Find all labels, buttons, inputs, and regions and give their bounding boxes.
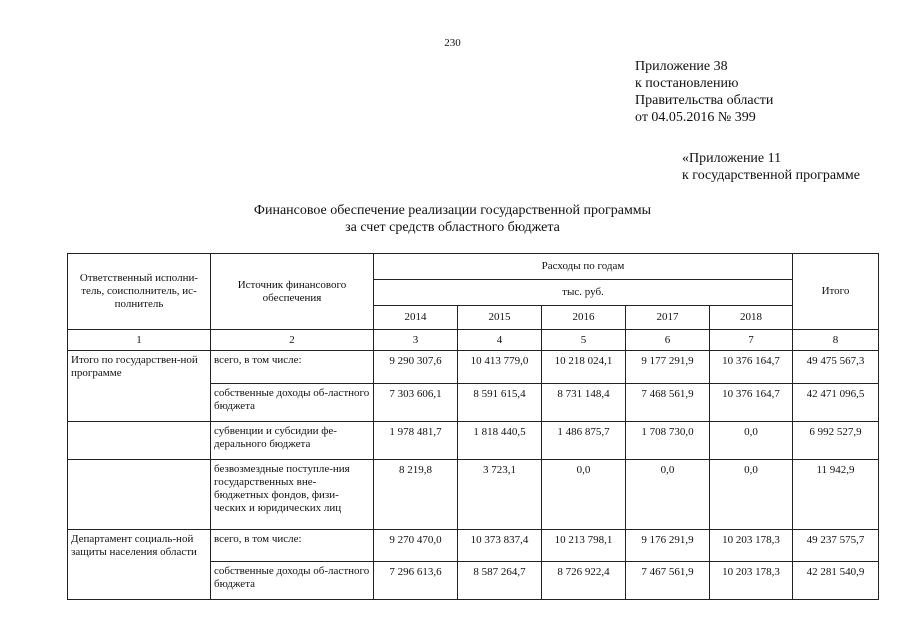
financing-table [67,253,879,600]
value-cell: 1 978 481,7 [374,421,458,459]
value-cell: 7 468 561,9 [626,383,710,421]
document-title-line: Финансовое обеспечение реализации государственной программы [253,203,652,218]
value-cell: 0,0 [626,459,710,529]
value-cell: 8 219,8 [374,459,458,529]
source-cell: всего, в том числе: [211,529,374,562]
column-number: 5 [542,330,626,351]
value-cell: 7 303 606,1 [374,383,458,421]
column-number: 2 [211,330,374,351]
table-row [68,351,879,384]
value-cell: 3 723,1 [458,459,542,529]
table-row [68,529,879,562]
value-cell: 9 176 291,9 [626,529,710,562]
table-row [68,383,879,421]
program-annex-line: «Приложение 11 [682,151,782,166]
source-cell: субвенции и субсидии фе-дерального бюджета [211,421,374,459]
value-cell: 10 203 178,3 [710,529,793,562]
value-cell: 8 726 922,4 [542,562,626,600]
executor-cell: Департамент социаль-ной защиты населения области [68,529,211,562]
source-cell: всего, в том числе: [211,351,374,384]
header-year: 2016 [542,306,626,330]
value-cell: 10 413 779,0 [458,351,542,384]
executor-cell-continued [68,383,211,421]
column-number: 6 [626,330,710,351]
source-cell: собственные доходы об-ластного бюджета [211,383,374,421]
value-cell: 7 467 561,9 [626,562,710,600]
total-cell: 42 471 096,5 [793,383,879,421]
value-cell: 10 218 024,1 [542,351,626,384]
header-year: 2018 [710,306,793,330]
value-cell: 1 486 875,7 [542,421,626,459]
value-cell: 9 290 307,6 [374,351,458,384]
total-cell: 49 237 575,7 [793,529,879,562]
value-cell: 10 376 164,7 [710,351,793,384]
annex-line: Правительства области [635,93,774,108]
header-unit: тыс. руб. [374,280,793,306]
header-year: 2015 [458,306,542,330]
executor-cell: Итого по государствен-ной программе [68,351,211,384]
value-cell: 8 591 615,4 [458,383,542,421]
value-cell: 0,0 [710,421,793,459]
value-cell: 1 818 440,5 [458,421,542,459]
program-annex-line: к государственной программе [682,168,860,183]
document-title-line: за счет средств областного бюджета [345,220,560,235]
column-number: 8 [793,330,879,351]
column-number: 3 [374,330,458,351]
page-number: 230 [444,37,461,49]
annex-line: к постановлению [635,76,739,91]
source-cell: безвозмездные поступле-ния государственных вне-бюджетных фондов, физи-ческих и юридических лиц [211,459,374,529]
table-row [68,421,879,459]
header-source: Источник финансового обеспечения [211,254,374,330]
column-number: 4 [458,330,542,351]
value-cell: 10 376 164,7 [710,383,793,421]
column-number: 7 [710,330,793,351]
executor-cell-continued [68,562,211,600]
value-cell: 10 213 798,1 [542,529,626,562]
total-cell: 42 281 540,9 [793,562,879,600]
value-cell: 0,0 [710,459,793,529]
value-cell: 8 731 148,4 [542,383,626,421]
total-cell: 49 475 567,3 [793,351,879,384]
program-annex-block [682,150,860,184]
document-title [0,202,905,236]
annex-line: Приложение 38 [635,59,728,74]
value-cell: 1 708 730,0 [626,421,710,459]
table-row [68,459,879,529]
header-executor: Ответственный исполни-тель, соисполнитель, ис-полнитель [68,254,211,330]
header-total: Итого [793,254,879,330]
executor-cell-continued [68,421,211,459]
table-row [68,562,879,600]
value-cell: 9 270 470,0 [374,529,458,562]
annex-block [635,58,773,126]
value-cell: 9 177 291,9 [626,351,710,384]
value-cell: 10 373 837,4 [458,529,542,562]
total-cell: 6 992 527,9 [793,421,879,459]
value-cell: 10 203 178,3 [710,562,793,600]
column-number: 1 [68,330,211,351]
executor-cell-continued [68,459,211,529]
value-cell: 8 587 264,7 [458,562,542,600]
total-cell: 11 942,9 [793,459,879,529]
header-year: 2014 [374,306,458,330]
value-cell: 0,0 [542,459,626,529]
annex-line: от 04.05.2016 № 399 [635,110,756,125]
header-year: 2017 [626,306,710,330]
value-cell: 7 296 613,6 [374,562,458,600]
header-expenses: Расходы по годам [374,254,793,280]
source-cell: собственные доходы об-ластного бюджета [211,562,374,600]
